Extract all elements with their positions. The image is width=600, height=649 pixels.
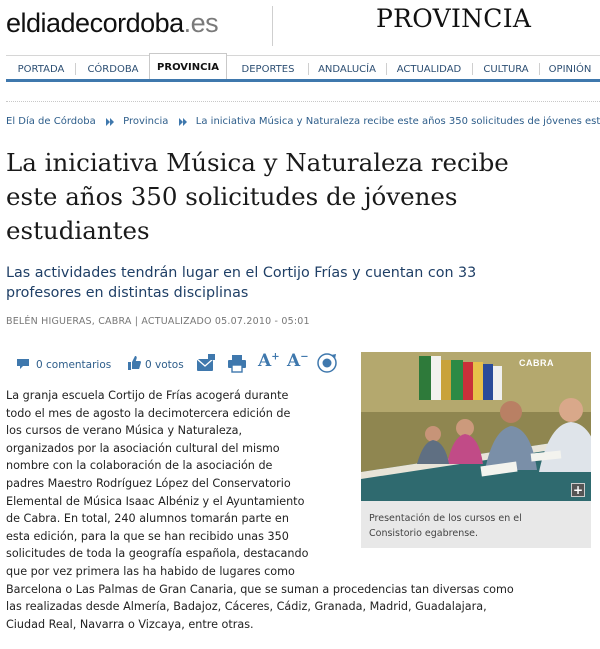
body-line: los cursos de verano Música y Naturaleza,: [6, 424, 243, 438]
body-line: nombre con la colaboración de la asociación de: [6, 459, 273, 473]
article-byline: BELÉN HIGUERAS, CABRA | ACTUALIZADO 05.07.2010 - 05:01: [6, 316, 310, 327]
font-decrease-icon[interactable]: A−: [287, 351, 309, 371]
subtitle-line: profesores en distintas disciplinas: [6, 285, 249, 301]
body-line: organizados por la asociación cultural del mismo: [6, 441, 280, 455]
body-line: las realizadas desde Almería, Badajoz, Cáceres, Cádiz, Granada, Madrid, Guadalajara,: [6, 600, 487, 614]
site-header: [0, 0, 600, 50]
divider: [6, 101, 600, 102]
headline-line: La iniciativa Música y Naturaleza recibe: [6, 148, 509, 177]
comments-link[interactable]: 0 comentarios: [36, 359, 112, 371]
nav-item-opinion[interactable]: OPINIÓN: [548, 64, 592, 75]
article-body: [6, 387, 514, 633]
section-title: PROVINCIA: [376, 4, 532, 33]
body-line: de Cabra. En total, 240 alumnos tomarán parte en: [6, 512, 289, 526]
caption-line: Consistorio egabrense.: [369, 528, 479, 539]
body-line: esta edición, para la que se han recibido unas 350: [6, 529, 289, 543]
nav-item-cultura[interactable]: CULTURA: [483, 64, 529, 75]
expand-icon[interactable]: +: [572, 483, 584, 497]
body-line: padres Maestro Rodríguez López del Conservatorio: [6, 476, 291, 490]
chevron-right-icon: [178, 117, 188, 127]
body-line: todo el mes de agosto la decimotercera edición de: [6, 406, 291, 420]
breadcrumb: [6, 116, 600, 128]
logo-main: eldiadecordoba: [6, 8, 184, 38]
article-toolbar: [14, 353, 344, 377]
font-increase-icon[interactable]: A+: [258, 351, 280, 371]
comment-icon[interactable]: [16, 357, 30, 371]
logo-ext: .es: [183, 8, 219, 38]
article-subtitle: [6, 263, 596, 303]
body-line: que por vez primera las ha habido de lugares como: [6, 564, 295, 578]
chevron-right-icon: [105, 117, 115, 127]
subtitle-line: Las actividades tendrán lugar en el Cortijo Frías y cuentan con 33: [6, 265, 477, 281]
thumbs-up-icon[interactable]: [126, 355, 142, 371]
headline-line: estudiantes: [6, 216, 150, 245]
main-nav: [6, 51, 600, 82]
nav-item-portada[interactable]: PORTADA: [17, 64, 65, 75]
nav-item-actualidad[interactable]: ACTUALIDAD: [396, 64, 462, 75]
article-headline: [6, 146, 566, 248]
nav-item-provincia[interactable]: PROVINCIA: [149, 53, 227, 79]
nav-item-andalucia[interactable]: ANDALUCÍA: [318, 64, 376, 75]
font-decrease-label: A: [287, 351, 301, 371]
body-line: Barcelona o Las Palmas de Gran Canaria, que se suman a procedencias tan diversas como: [6, 582, 514, 596]
nav-item-cordoba[interactable]: CÓRDOBA: [87, 64, 139, 75]
font-increase-label: A: [258, 351, 272, 371]
body-line: Elemental de Música Isaac Albéniz y el Ayuntamiento: [6, 494, 305, 508]
nav-separator: [539, 63, 540, 75]
body-line: solicitudes de toda la geografía española, destacando: [6, 547, 309, 561]
site-logo[interactable]: [6, 8, 218, 39]
votes-link[interactable]: 0 votos: [145, 359, 184, 371]
breadcrumb-item-provincia[interactable]: Provincia: [123, 116, 169, 127]
headline-line: este años 350 solicitudes de jóvenes: [6, 182, 458, 211]
breadcrumb-item-current: La iniciativa Música y Naturaleza recibe este años 350 solicitudes de jóvenes est: [195, 116, 600, 127]
nav-separator: [75, 63, 76, 75]
print-icon[interactable]: [227, 354, 247, 373]
email-icon[interactable]: [196, 354, 216, 373]
nav-item-deportes[interactable]: DEPORTES: [241, 64, 295, 75]
share-icon[interactable]: [316, 353, 338, 374]
breadcrumb-item-home[interactable]: El Día de Córdoba: [6, 116, 96, 127]
body-line: La granja escuela Cortijo de Frías acogerá durante: [6, 389, 289, 402]
caption-line: Presentación de los cursos en el: [369, 513, 522, 524]
body-line: Ciudad Real, Navarra o Vizcaya, entre otras.: [6, 617, 254, 631]
photo-watermark: CABRA: [519, 358, 554, 368]
header-divider: [272, 6, 273, 46]
